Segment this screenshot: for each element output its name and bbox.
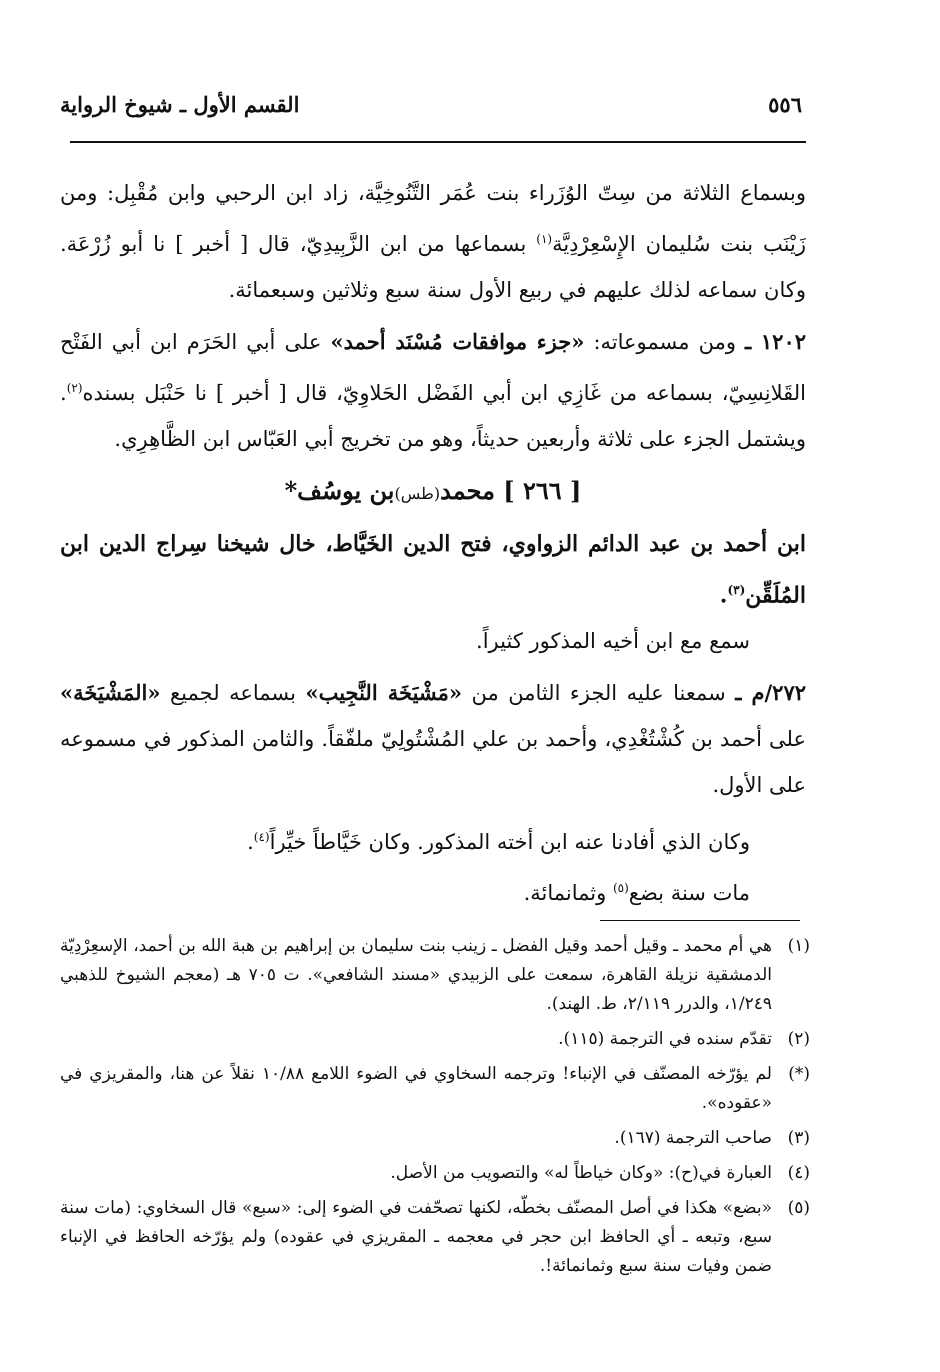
- footnote-mark: (*): [788, 1064, 810, 1084]
- page-number: ٥٥٦: [768, 92, 802, 117]
- footnote-rule: [600, 920, 800, 921]
- footnote-ref-3: (٣): [727, 583, 746, 597]
- footnote-text: لم يؤرّخه المصنّف في الإنباء! وترجمه السخاوي في الضوء اللامع ١٠/٨٨ نقلاً عن هنا، والمقريزي في «عقوده».: [60, 1064, 772, 1113]
- main-text: [60, 170, 806, 916]
- footnote-ref-2: (٢): [66, 381, 83, 395]
- footnote-text: «بضع» هكذا في أصل المصنّف بخطّه، لكنها تصحّفت في الضوء إلى: «سبع» قال السخاوي: (مات سنة سبع، وتبعه ـ أي الحافظ ابن حجر في معجمه ـ المقريزي في عقوده) ولم يؤرّخه الحافظ في الإنباء ضمن وفيات سنة سبع وثمانمائة!.: [60, 1198, 772, 1276]
- running-title: القسم الأول ـ شيوخ الرواية: [60, 92, 300, 117]
- header-rule: [70, 141, 806, 143]
- footnote: [60, 1124, 810, 1153]
- footnotes: [60, 932, 810, 1287]
- heading-symbol: (طس): [394, 484, 441, 503]
- book-title: «جزء موافقات مُسْنَد أحمد»: [330, 329, 585, 354]
- book-title: «المَشْيَخَة»: [60, 680, 161, 706]
- footnote: [60, 1025, 810, 1054]
- death-line: مات سنة بضع$^{(٥)}$ وثمانمائة.: [523, 881, 750, 906]
- entry-number: ٢٧٢/م ـ: [735, 680, 807, 706]
- footnote: [60, 1159, 810, 1188]
- footnote-mark: (٢): [787, 1029, 810, 1049]
- footnote-mark: (١): [787, 936, 810, 956]
- informant-line: وكان الذي أفادنا عنه ابن أخته المذكور. وكان خَيَّاطاً خيِّراً$^{(٤)}$.: [247, 830, 750, 855]
- footnote-mark: (٥): [787, 1198, 810, 1218]
- footnote: [60, 1060, 810, 1118]
- footnote-ref-4: (٤): [253, 830, 270, 845]
- footnote-text: صاحب الترجمة (١٦٧).: [614, 1128, 772, 1148]
- heard-line: سمع مع ابن أخيه المذكور كثيراً.: [476, 629, 750, 654]
- footnote-text: هي أم محمد ـ وقيل أحمد وقيل الفضل ـ زينب بنت سليمان بن إبراهيم بن هبة الله بن أحمد، الإسعِرْدِيّة الدمشقية نزيلة القاهرة، سمعت على الزبيدي «مسند الشافعي». ت ٧٠٥ هـ (معجم الشيوخ للذهبي ١/٢٤٩، والدرر ٢/١١٩، ط. الهند).: [60, 936, 772, 1014]
- footnote: [60, 1194, 810, 1281]
- entry-number: ١٢٠٢ ـ: [745, 329, 807, 354]
- footnote-ref-5: (٥): [612, 881, 629, 896]
- page-header: [60, 88, 802, 128]
- book-title: «مَشْيَخَة النَّجِيب»: [305, 680, 463, 706]
- footnote: [60, 932, 810, 1019]
- biography-lineage: ابن أحمد بن عبد الدائم الزواوي، فتح الدين الخَيَّاط، خال شيخنا سِراج الدين ابن المُلَقِّن$^{(٣)}$.: [60, 531, 806, 609]
- footnote-text: العبارة في(ح): «وكان خياطاً له» والتصويب من الأصل.: [390, 1163, 772, 1183]
- footnote-text: تقدّم سنده في الترجمة (١١٥).: [558, 1029, 772, 1049]
- footnote-mark: (٣): [787, 1128, 810, 1148]
- entry-272: ٢٧٢/م ـ سمعنا عليه الجزء الثامن من «مَشْيَخَة النَّجِيب» بسماعه لجميع «المَشْيَخَة» على أحمد بن كُشْتُغْدِي، وأحمد بن علي المُشْتُولِيّ ملفّقاً. والثامن المذكور في مسموعه على الأول.: [60, 680, 807, 798]
- biography-heading: [ ٢٦٦ ] محمد(طس)بن يوسُف*: [284, 476, 582, 505]
- entry-1202: ١٢٠٢ ـ ومن مسموعاته: «جزء موافقات مُسْنَد أحمد» على أبي الحَرَم ابن أبي الفَتْح القَلانِسِيّ، بسماعه من غَازِي ابن أبي الفَضْل الحَلاوِيّ، قال [ أخبر ] نا حَنْبَل بسنده$^{(٢)}$. ويشتمل الجزء على ثلاثة وأربعين حديثاً، وهو من تخريج أبي العَبّاس ابن الظَّاهِرِي.: [60, 329, 807, 451]
- paragraph-sama: وبسماع الثلاثة من سِتّ الوُزَراء بنت عُمَر التَّنُوخِيَّة، زاد ابن الرحبي وابن مُقْبِل: ومن زَيْنَب بنت سُليمان الإِسْعِرْدِيَّة$^{(١)}$ بسماعها من ابن الزَّبِيدِيّ، قال [ أخبر ] نا أبو زُرْعَة. وكان سماعه لذلك عليهم في ربيع الأول سنة سبع وثلاثين وسبعمائة.: [60, 181, 806, 302]
- footnote-mark: (٤): [787, 1163, 810, 1183]
- footnote-ref-1: (١): [536, 232, 553, 246]
